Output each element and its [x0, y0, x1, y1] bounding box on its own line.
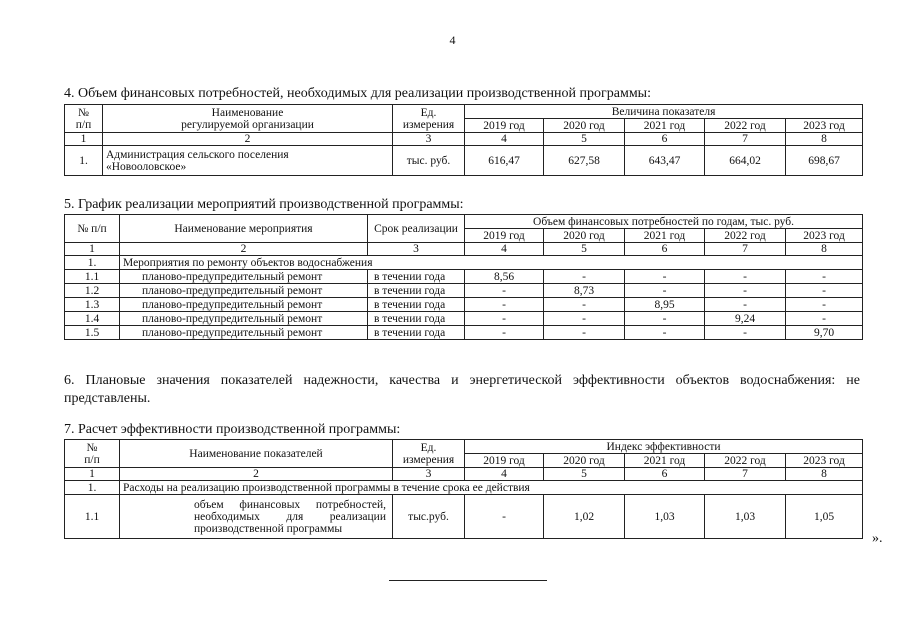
section5-heading: 5. График реализации мероприятий производственной программы:: [64, 197, 464, 212]
row-num: 1.2: [65, 284, 120, 298]
col-number: 2: [120, 243, 368, 256]
row-num: 1.3: [65, 298, 120, 312]
value-cell: -: [625, 270, 705, 284]
page-number: 4: [449, 33, 456, 47]
value-cell: -: [625, 312, 705, 326]
row-num: 1.: [65, 256, 120, 270]
table-row: [65, 298, 863, 312]
header-index: Индекс эффективности: [465, 440, 863, 454]
row-num: 1.: [65, 481, 120, 495]
col-number: 2: [103, 133, 393, 146]
value-cell: 8,56: [465, 270, 544, 284]
value-cell: 664,02: [705, 146, 786, 176]
header-num: № п/п: [65, 440, 120, 468]
column-number-row: [65, 133, 863, 146]
header-name: Наименование показателей: [120, 440, 393, 468]
activity-name: планово-предупредительный ремонт: [120, 326, 368, 340]
col-number: 4: [465, 133, 544, 146]
value-cell: 1,05: [786, 495, 863, 539]
value-cell: -: [465, 298, 544, 312]
year-header: 2023 год: [786, 229, 863, 243]
value-cell: 1,03: [625, 495, 705, 539]
section4-heading: 4. Объем финансовых потребностей, необходимых для реализации производственной программы:: [64, 86, 651, 101]
value-cell: 627,58: [544, 146, 625, 176]
column-number-row: [65, 243, 863, 256]
header-num: № п/п: [65, 105, 103, 133]
col-number: 4: [465, 243, 544, 256]
col-number: 5: [544, 468, 625, 481]
table-row: [65, 495, 863, 539]
efficiency-table: [64, 439, 863, 539]
year-header: 2020 год: [544, 454, 625, 468]
value-cell: -: [705, 284, 786, 298]
value-cell: -: [544, 270, 625, 284]
group-row: [65, 256, 863, 270]
section7-heading: 7. Расчет эффективности производственной программы:: [64, 422, 401, 437]
value-cell: 698,67: [786, 146, 863, 176]
year-header: 2022 год: [705, 229, 786, 243]
value-cell: -: [465, 495, 544, 539]
value-cell: -: [786, 284, 863, 298]
year-header: 2021 год: [625, 454, 705, 468]
group-title: Расходы на реализацию производственной программы в течение срока ее действия: [120, 481, 863, 495]
header-name: Наименование мероприятия: [120, 215, 368, 243]
year-header: 2022 год: [705, 119, 786, 133]
indicator-name: объем финансовых потребностей, необходимых для реализации производственной программы: [120, 495, 393, 539]
col-number: 3: [393, 133, 465, 146]
col-number: 1: [65, 468, 120, 481]
table-row: [65, 146, 863, 176]
col-number: 8: [786, 468, 863, 481]
value-cell: 1,02: [544, 495, 625, 539]
col-number: 5: [544, 243, 625, 256]
activity-name: планово-предупредительный ремонт: [120, 298, 368, 312]
year-header: 2021 год: [625, 119, 705, 133]
year-header: 2019 год: [465, 119, 544, 133]
term-cell: в течении года: [368, 312, 465, 326]
value-cell: 9,24: [705, 312, 786, 326]
activity-name: планово-предупредительный ремонт: [120, 312, 368, 326]
financial-needs-table: [64, 104, 863, 176]
value-cell: -: [465, 326, 544, 340]
col-number: 3: [393, 468, 465, 481]
col-number: 7: [705, 243, 786, 256]
footer-rule: [389, 580, 547, 581]
col-number: 8: [786, 243, 863, 256]
group-title: Мероприятия по ремонту объектов водоснабжения: [120, 256, 863, 270]
col-number: 4: [465, 468, 544, 481]
value-cell: -: [786, 298, 863, 312]
header-volume: Объем финансовых потребностей по годам, тыс. руб.: [465, 215, 863, 229]
group-row: [65, 481, 863, 495]
header-unit: Ед. измерения: [393, 440, 465, 468]
value-cell: 9,70: [786, 326, 863, 340]
year-header: 2021 год: [625, 229, 705, 243]
unit-cell: тыс.руб.: [393, 495, 465, 539]
org-name: Администрация сельского поселения «Новооловское»: [103, 146, 393, 176]
value-cell: -: [625, 284, 705, 298]
value-cell: -: [786, 270, 863, 284]
term-cell: в течении года: [368, 284, 465, 298]
value-cell: 8,73: [544, 284, 625, 298]
section6-text: 6. Плановые значения показателей надежности, качества и энергетической эффективности объектов водоснабжения: не представлены.: [64, 373, 860, 406]
col-number: 3: [368, 243, 465, 256]
table-row: [65, 326, 863, 340]
year-header: 2020 год: [544, 119, 625, 133]
year-header: 2023 год: [786, 454, 863, 468]
header-term: Срок реализации: [368, 215, 465, 243]
unit-cell: тыс. руб.: [393, 146, 465, 176]
term-cell: в течении года: [368, 326, 465, 340]
column-number-row: [65, 468, 863, 481]
value-cell: -: [544, 326, 625, 340]
value-cell: -: [465, 312, 544, 326]
col-number: 2: [120, 468, 393, 481]
value-cell: -: [705, 326, 786, 340]
row-num: 1.: [65, 146, 103, 176]
row-num: 1.4: [65, 312, 120, 326]
value-cell: -: [705, 270, 786, 284]
table-row: [65, 270, 863, 284]
activity-name: планово-предупредительный ремонт: [120, 284, 368, 298]
term-cell: в течении года: [368, 298, 465, 312]
value-cell: -: [705, 298, 786, 312]
activity-name: планово-предупредительный ремонт: [120, 270, 368, 284]
table-row: [65, 312, 863, 326]
header-org: Наименование регулируемой организации: [103, 105, 393, 133]
col-number: 1: [65, 133, 103, 146]
header-unit: Ед. измерения: [393, 105, 465, 133]
year-header: 2019 год: [465, 454, 544, 468]
value-cell: -: [465, 284, 544, 298]
value-cell: 643,47: [625, 146, 705, 176]
row-num: 1.5: [65, 326, 120, 340]
row-num: 1.1: [65, 270, 120, 284]
col-number: 8: [786, 133, 863, 146]
value-cell: 616,47: [465, 146, 544, 176]
activities-schedule-table: [64, 214, 863, 340]
header-value: Величина показателя: [465, 105, 863, 119]
col-number: 6: [625, 133, 705, 146]
value-cell: -: [544, 298, 625, 312]
table-row: [65, 284, 863, 298]
col-number: 7: [705, 468, 786, 481]
year-header: 2019 год: [465, 229, 544, 243]
col-number: 7: [705, 133, 786, 146]
value-cell: 1,03: [705, 495, 786, 539]
col-number: 6: [625, 468, 705, 481]
value-cell: -: [544, 312, 625, 326]
value-cell: -: [625, 326, 705, 340]
col-number: 1: [65, 243, 120, 256]
value-cell: 8,95: [625, 298, 705, 312]
year-header: 2022 год: [705, 454, 786, 468]
term-cell: в течении года: [368, 270, 465, 284]
row-num: 1.1: [65, 495, 120, 539]
col-number: 6: [625, 243, 705, 256]
header-num: № п/п: [65, 215, 120, 243]
value-cell: -: [786, 312, 863, 326]
year-header: 2020 год: [544, 229, 625, 243]
year-header: 2023 год: [786, 119, 863, 133]
col-number: 5: [544, 133, 625, 146]
closing-quote: ».: [872, 531, 883, 546]
